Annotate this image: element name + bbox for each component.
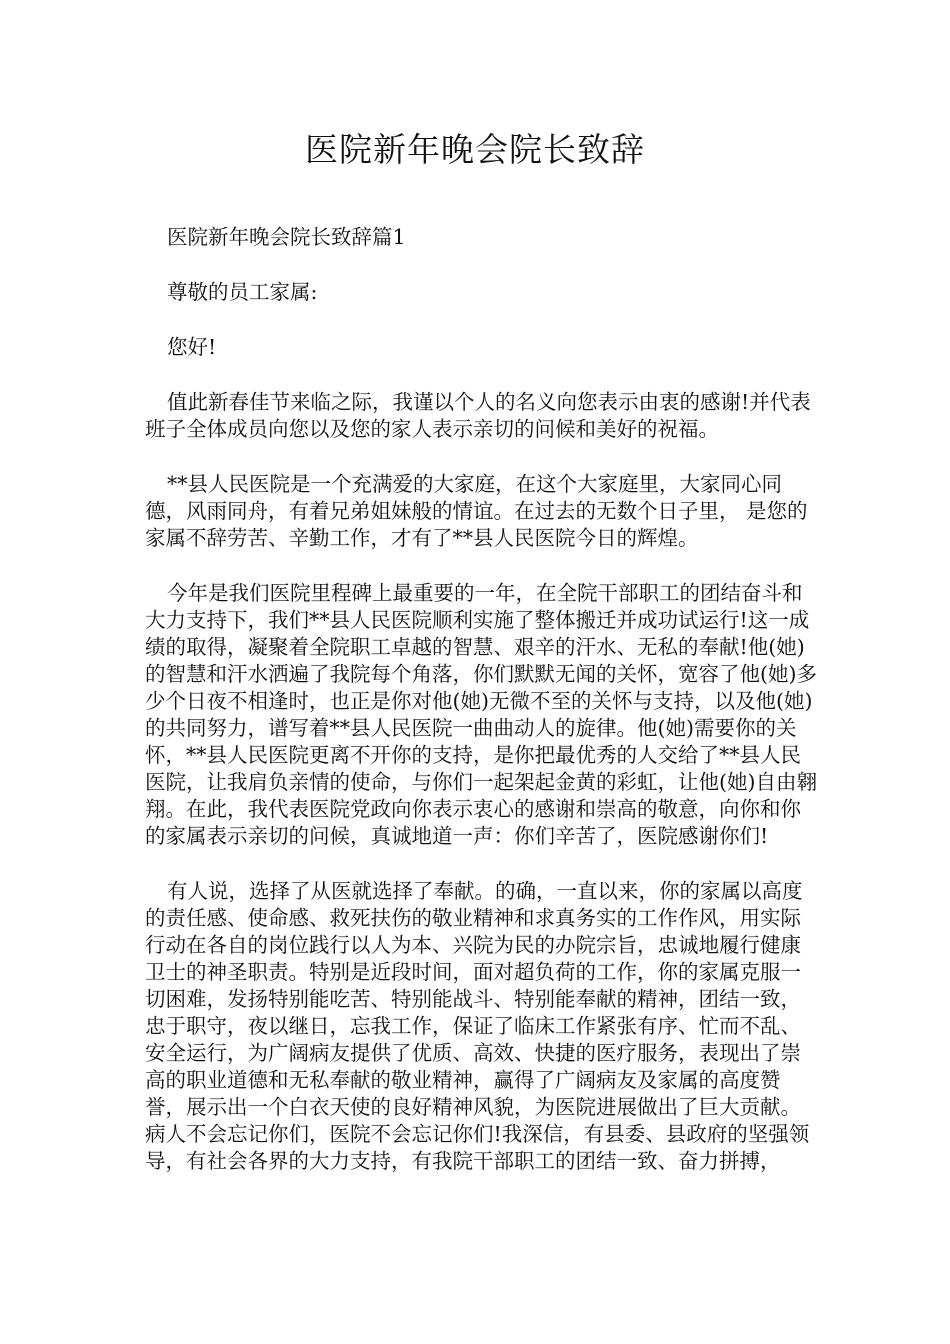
body-paragraph: 值此新春佳节来临之际，我谨以个人的名义向您表示由衷的感谢!并代表班子全体成员向您以及您的家人表示亲切的问候和美好的祝福。 — [145, 390, 811, 441]
document-title: 医院新年晚会院长致辞 — [305, 130, 645, 169]
section-heading: 医院新年晚会院长致辞篇1 — [167, 225, 406, 249]
document-body — [145, 224, 821, 1175]
body-paragraph: 有人说，选择了从医就选择了奉献。的确，一直以来，你的家属以高度的责任感、使命感、救死扶伤的敬业精神和求真务实的工作作风，用实际行动在各自的岗位践行以人为本、兴院为民的办院宗旨，忠诚地履行健康卫士的神圣职责。特别是近段时间，面对超负荷的工作，你的家属克服一切困难，发扬特别能吃苦、特别能战斗、特别能奉献的精神，团结一致，忠于职守，夜以继日，忘我工作，保证了临床工作紧张有序、忙而不乱、安全运行，为广阔病友提供了优质、高效、快捷的医疗服务，表现出了崇高的职业道德和无私奉献的敬业精神，赢得了广阔病友及家属的高度赞誉，展示出一个白衣天使的良好精神风貌，为医院进展做出了巨大贡献。病人不会忘记你们，医院不会忘记你们!我深信，有县委、县政府的坚强领导，有社会各界的大力支持，有我院干部职工的团结一致、奋力拼搏， — [145, 879, 810, 1173]
body-paragraph: 今年是我们医院里程碑上最重要的一年，在全院干部职工的团结奋斗和大力支持下，我们**县人民医院顺利实施了整体搬迁并成功试运行!这一成绩的取得，凝聚着全院职工卓越的智慧、艰辛的汗水、无私的奉献!他(她)的智慧和汗水洒遍了我院每个角落，你们默默无闻的关怀，宽容了他(她)多少个日夜不相逢时，也正是你对他(她)无微不至的关怀与支持，以及他(她)的共同努力，谱写着**县人民医院一曲曲动人的旋律。他(她)需要你的关怀，**县人民医院更离不开你的支持，是你把最优秀的人交给了**县人民医院，让我肩负亲情的使命，与你们一起架起金黄的彩虹，让他(她)自由翱翔。在此，我代表医院党政向你表示衷心的感谢和崇高的敬意，向你和你的家属表示亲切的问候，真诚地道一声：你们辛苦了，医院感谢你们! — [145, 581, 817, 848]
body-paragraph: **县人民医院是一个充满爱的大家庭，在这个大家庭里，大家同心同德，风雨同舟，有着兄弟姐妹般的情谊。在过去的无数个日子里， 是您的家属不辞劳苦、辛勤工作，才有了**县人民医院今日的辉煌。 — [145, 472, 808, 550]
greeting: 您好! — [167, 335, 217, 359]
salutation: 尊敬的员工家属: — [167, 280, 318, 304]
